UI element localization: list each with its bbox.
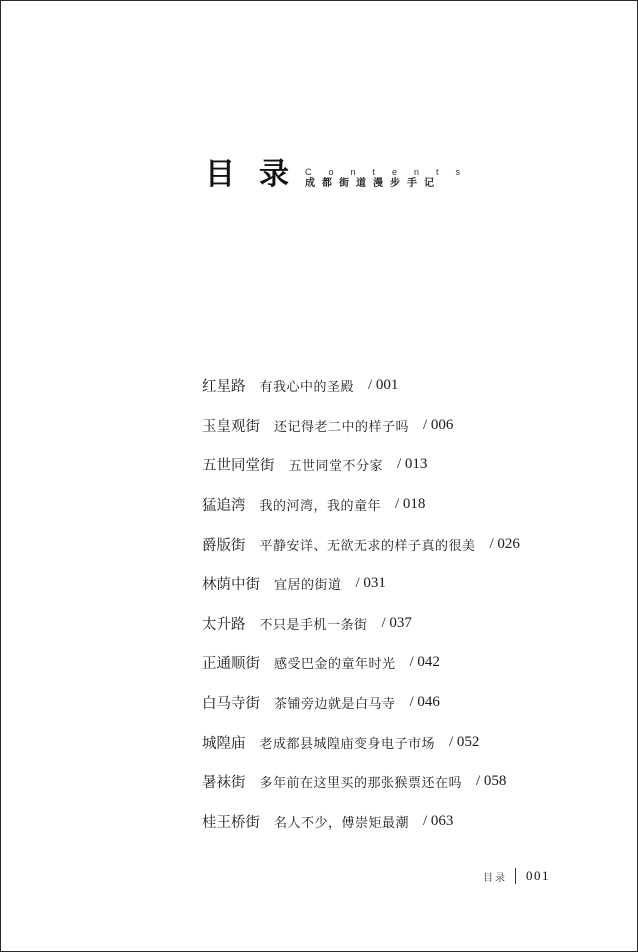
toc-entry[interactable]: [202, 524, 520, 564]
entry-page: / 026: [489, 535, 520, 552]
entry-subtitle: 茶铺旁边就是白马寺: [274, 697, 396, 713]
entry-subtitle: 有我心中的圣殿: [259, 380, 355, 396]
entry-street: 太升路: [202, 616, 246, 633]
entry-subtitle: 名人不少，傅崇矩最潮: [274, 815, 410, 831]
entry-subtitle: 感受巴金的童年时光: [274, 657, 396, 673]
toc-entry[interactable]: [202, 643, 520, 683]
toc-entry[interactable]: [202, 485, 520, 525]
entry-page: / 046: [409, 694, 440, 711]
toc-entry[interactable]: [202, 406, 520, 446]
entry-street: 城隍庙: [202, 735, 246, 752]
entry-page: / 042: [409, 654, 440, 671]
entry-street: 白马寺街: [202, 696, 260, 713]
entry-page: / 018: [395, 496, 426, 513]
entry-page: / 013: [397, 456, 428, 473]
toc-entry[interactable]: [202, 366, 520, 406]
toc-entry[interactable]: [202, 564, 520, 604]
toc-title: 目录: [205, 157, 313, 192]
toc-chinese-subtitle: 成都街道漫步手记: [305, 178, 441, 189]
entry-subtitle: 五世同堂不分家: [288, 459, 384, 475]
entry-subtitle: 平静安详、无欲无求的样子真的很美: [259, 538, 476, 554]
entry-subtitle: 宜居的街道: [274, 578, 342, 594]
toc-subtitle-block: [305, 158, 477, 191]
entry-page: / 058: [476, 773, 507, 790]
entry-street: 玉皇观街: [202, 418, 260, 435]
entry-street: 正通顺街: [202, 656, 260, 673]
toc-list: [202, 366, 520, 841]
entry-subtitle: 还记得老二中的样子吗: [274, 419, 410, 435]
footer-divider: [515, 868, 516, 884]
entry-street: 爵版街: [202, 537, 246, 554]
entry-street: 桂王桥街: [202, 814, 260, 831]
entry-street: 猛追湾: [202, 498, 246, 515]
entry-page: / 006: [423, 416, 454, 433]
page-footer: [483, 868, 550, 884]
entry-page: / 052: [449, 733, 480, 750]
entry-subtitle: 我的河湾，我的童年: [259, 499, 382, 515]
entry-subtitle: 多年前在这里买的那张猴票还在吗: [259, 776, 463, 792]
toc-entry[interactable]: [202, 683, 520, 723]
toc-english-label: Contents: [305, 167, 478, 177]
toc-entry[interactable]: [202, 722, 520, 762]
toc-entry[interactable]: [202, 802, 520, 842]
toc-entry[interactable]: [202, 604, 520, 644]
entry-page: / 063: [423, 812, 454, 829]
entry-page: / 001: [368, 377, 399, 394]
entry-page: / 037: [381, 614, 412, 631]
entry-subtitle: 不只是手机一条街: [259, 617, 368, 633]
entry-subtitle: 老成都县城隍庙变身电子市场: [259, 736, 436, 752]
entry-page: / 031: [355, 575, 386, 592]
toc-entry[interactable]: [202, 445, 520, 485]
toc-heading: [205, 158, 477, 192]
entry-street: 暑袜街: [202, 775, 246, 792]
toc-entry[interactable]: [202, 762, 520, 802]
entry-street: 红星路: [202, 379, 246, 396]
footer-page-number: 001: [526, 868, 550, 883]
footer-section-label: 目录: [483, 872, 507, 884]
entry-street: 五世同堂街: [202, 458, 275, 475]
entry-street: 林荫中街: [202, 577, 260, 594]
